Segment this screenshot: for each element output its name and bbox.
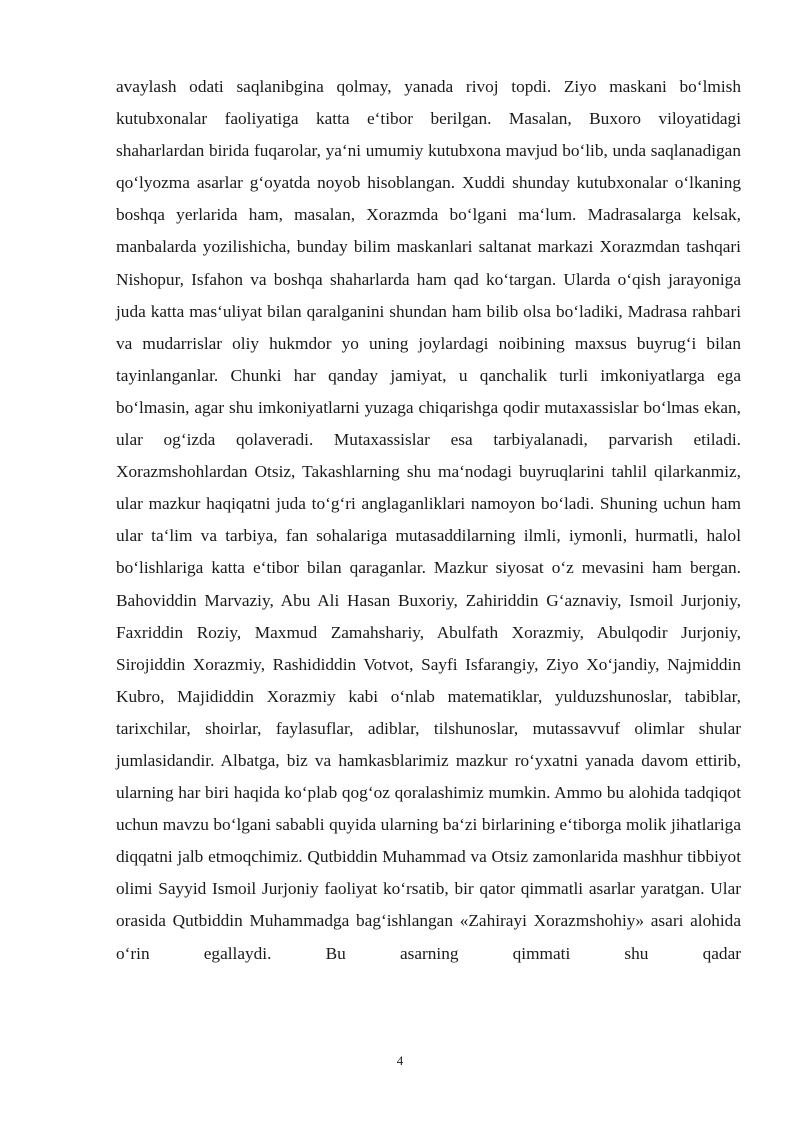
body-paragraph: avaylash odati saqlanibgina qolmay, yanada rivoj topdi. Ziyo maskani boʻlmish kutubxonalar faoliyatiga katta eʻtibor berilgan. Masalan, Buxoro viloyatidagi shaharlardan birida fuqarolar, yaʻni umumiy kutubxona mavjud boʻlib, unda saqlanadigan qoʻlyozma asarlar gʻoyatda noyob hisoblangan. Xuddi shunday kutubxonalar oʻlkaning boshqa yerlarida ham, masalan, Xorazmda boʻlgani maʻlum. Madrasalarga kelsak, manbalarda yozilishicha, bunday bilim maskanlari saltanat markazi Xorazmdan tashqari Nishopur, Isfahon va boshqa shaharlarda ham qad koʻtargan. Ularda oʻqish jarayoniga juda katta masʻuliyat bilan qaralganini shundan ham bilib olsa boʻladiki, Madrasa rahbari va mudarrislar oliy hukmdor yo uning joylardagi noibining maxsus buyrugʻi bilan tayinlanganlar. Chunki har qanday jamiyat, u qanchalik turli imkoniyatlarga ega boʻlmasin, agar shu imkoniyatlarni yuzaga chiqarishga qodir mutaxassislar boʻlmas ekan, ular ogʻizda qolaveradi. Mutaxassislar esa tarbiyalanadi, parvarish etiladi. Xorazmshohlardan Otsiz, Takashlarning shu maʻnodagi buyruqlarini tahlil qilarkanmiz, ular mazkur haqiqatni juda toʻgʻri anglaganliklari namoyon boʻladi. Shuning uchun ham ular taʻlim va tarbiya, fan sohalariga mutasaddilarning ilmli, iymonli, hurmatli, halol boʻlishlariga katta eʻtibor bilan qaraganlar. Mazkur siyosat oʻz mevasini ham bergan. Bahoviddin Marvaziy, Abu Ali Hasan Buxoriy, Zahiriddin Gʻaznaviy, Ismoil Jurjoniy, Faxriddin Roziy, Maxmud Zamahshariy, Abulfath Xorazmiy, Abulqodir Jurjoniy, Sirojiddin Xorazmiy, Rashididdin Votvot, Sayfi Isfarangiy, Ziyo Xoʻjandiy, Najmiddin Kubro, Majididdin Xorazmiy kabi oʻnlab matematiklar, yulduzshunoslar, tabiblar, tarixchilar, shoirlar, faylasuflar, adiblar, tilshunoslar, mutassavvuf olimlar shular jumlasidandir. Albatga, biz va hamkasblarimiz mazkur roʻyxatni yanada davom ettirib, ularning har biri haqida koʻplab qogʻoz qoralashimiz mumkin. Ammo bu alohida tadqiqot uchun mavzu boʻlgani sababli quyida ularning baʻzi birlarining eʻtiborga molik jihatlariga diqqatni jalb etmoqchimiz. Qutbiddin Muhammad va Otsiz zamonlarida mashhur tibbiyot olimi Sayyid Ismoil Jurjoniy faoliyat koʻrsatib, bir qator qimmatli asarlar yaratgan. Ular orasida Qutbiddin Muhammadga bagʻishlangan «Zahirayi Xorazmshohiy» asari alohida oʻrin egallaydi. Bu asarning qimmati shu qadar xyxy=(116,77,741,963)
page-number: 4 xyxy=(396,1053,404,1068)
